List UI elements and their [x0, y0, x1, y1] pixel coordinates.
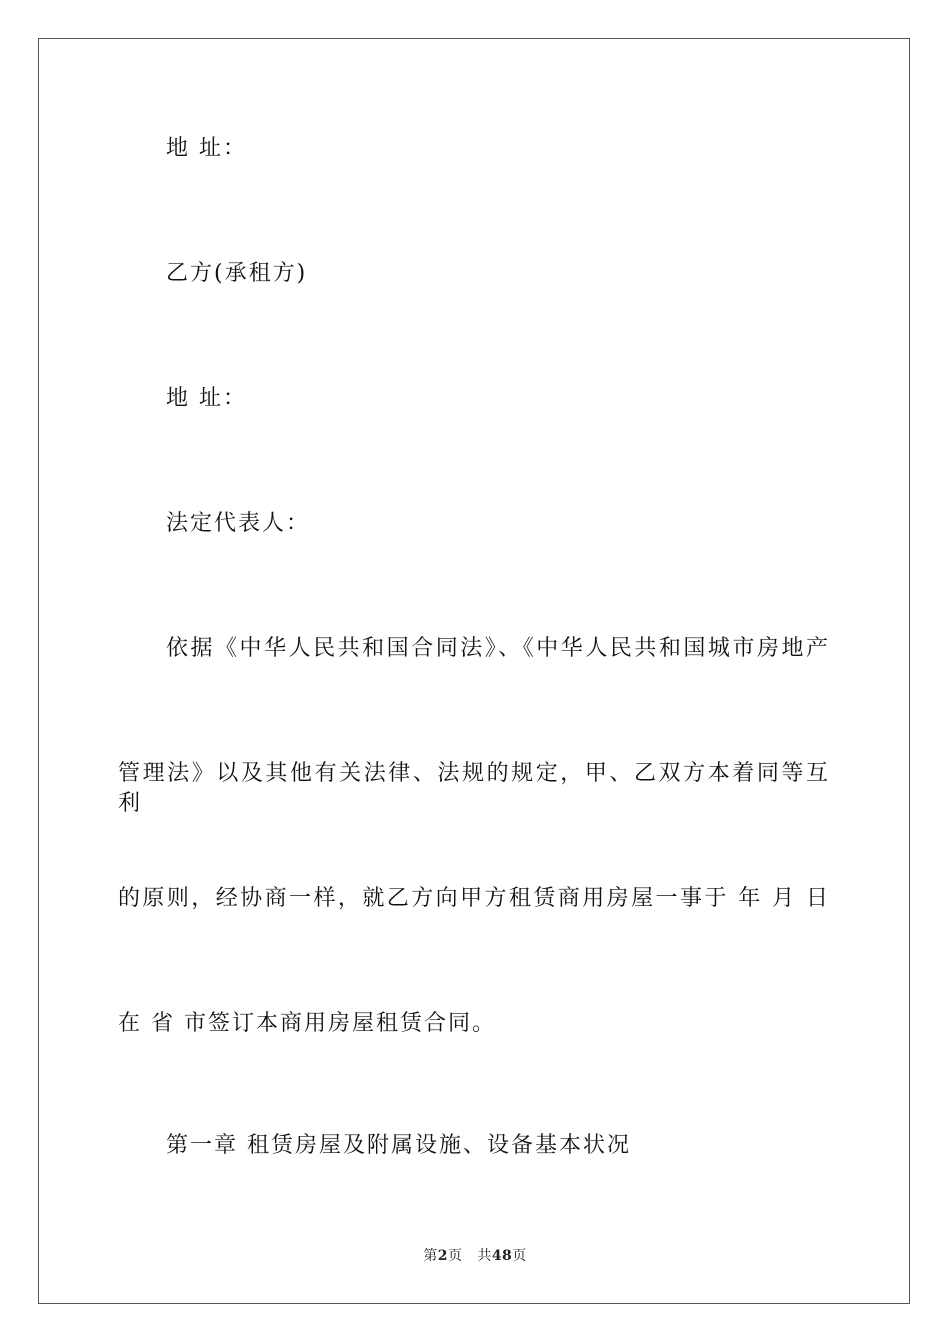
chapter-heading: 第一章 租赁房屋及附属设施、设备基本状况: [166, 1133, 631, 1158]
footer-page-suffix: 页: [447, 1248, 463, 1264]
footer-total-suffix: 页: [512, 1248, 527, 1264]
paragraph-line-3: [118, 884, 830, 914]
legal-representative-line: 法定代表人：: [166, 511, 311, 536]
footer-page-prefix: 第: [423, 1248, 438, 1264]
paragraph-line-1-text: 依据《中华人民共和国合同法》、《中华人民共和国城市房地产: [166, 636, 830, 661]
address-line-party-b: 地 址：: [166, 386, 247, 411]
paragraph-line-1: [166, 634, 830, 664]
footer-total-pages: 48: [491, 1248, 513, 1264]
address-line-party-a: 地 址：: [166, 136, 247, 161]
paragraph-line-3-text: 的原则，经协商一样，就乙方向甲方租赁商用房屋一事于 年 月 日: [118, 886, 830, 911]
page-border: [38, 38, 910, 1304]
footer-page-number: 2: [437, 1248, 448, 1264]
footer-spacer: [462, 1248, 477, 1264]
party-b-label: 乙方(承租方): [166, 261, 308, 286]
page-footer: [0, 1246, 950, 1266]
paragraph-line-2: [118, 759, 830, 819]
footer-total-prefix: 共: [477, 1248, 492, 1264]
paragraph-line-4: 在 省 市签订本商用房屋租赁合同。: [118, 1011, 496, 1036]
paragraph-line-2-text: 管理法》以及其他有关法律、法规的规定，甲、乙双方本着同等互利: [118, 761, 830, 816]
